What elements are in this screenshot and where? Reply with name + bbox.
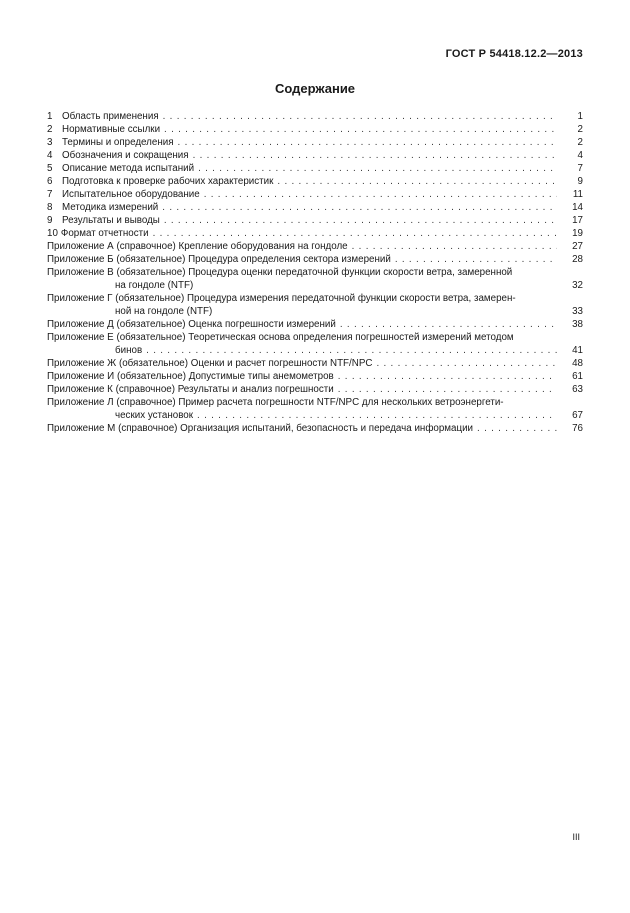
toc-entry[interactable] [47, 227, 583, 240]
table-of-contents [47, 110, 583, 435]
toc-leader-dots [338, 370, 557, 383]
toc-leader-dots [198, 162, 557, 175]
toc-entry-title: Формат отчетности [60, 228, 149, 239]
toc-leader-dots [395, 253, 557, 266]
toc-entry-page: 38 [572, 319, 583, 330]
toc-entry-title: Результаты и выводы [62, 215, 160, 226]
toc-entry-title: Приложение Г (обязательное) Процедура измерения передаточной функции скорости ветра, замерен- [47, 293, 516, 304]
toc-entry[interactable] [47, 188, 583, 201]
toc-entry-page: 14 [572, 202, 583, 213]
toc-entry-page: 27 [572, 241, 583, 252]
toc-entry-page: 19 [572, 228, 583, 239]
toc-entry-title-continued: на гондоле (NTF) [115, 280, 194, 291]
toc-leader-dots [163, 110, 557, 123]
toc-entry-title: Приложение Б (обязательное) Процедура определения сектора измерений [47, 254, 391, 265]
toc-entry-continuation [47, 409, 583, 422]
toc-entry-page: 2 [577, 124, 583, 135]
toc-leader-dots [193, 149, 557, 162]
toc-entry-title-continued: ной на гондоле (NTF) [115, 306, 213, 317]
toc-appendix-v[interactable] [47, 266, 583, 292]
toc-entry[interactable] [47, 136, 583, 149]
toc-entry-continuation [47, 305, 583, 318]
toc-entry-title: Приложение Е (обязательное) Теоретическая основа определения погрешностей измерений методом [47, 332, 514, 343]
toc-leader-dots [162, 201, 557, 214]
toc-entry-title: Обозначения и сокращения [62, 150, 189, 161]
toc-appendix-i[interactable] [47, 370, 583, 383]
toc-entry-title: Приложение М (справочное) Организация испытаний, безопасность и передача информации [47, 423, 474, 434]
toc-appendix-m[interactable] [47, 422, 583, 435]
toc-entry-number: 4 [47, 150, 53, 161]
toc-entry-continuation [47, 344, 583, 357]
toc-appendix-b[interactable] [47, 253, 583, 266]
toc-entry-page: 1 [577, 111, 583, 122]
toc-entry-title: Область применения [62, 111, 159, 122]
toc-entry-page: 41 [572, 345, 583, 356]
toc-leader-dots [340, 318, 557, 331]
toc-entry-page: 33 [572, 306, 583, 317]
page-number: III [572, 832, 580, 842]
toc-entry-number: 10 [47, 228, 58, 239]
toc-leader-dots [178, 136, 557, 149]
toc-entry[interactable] [47, 162, 583, 175]
toc-appendix-e[interactable] [47, 331, 583, 357]
toc-entry-title: Приложение Л (справочное) Пример расчета погрешности NTF/NPC для нескольких ветроэнергети- [47, 397, 504, 408]
toc-entry-number: 6 [47, 176, 53, 187]
toc-entry-title: Приложение В (обязательное) Процедура оценки передаточной функции скорости ветра, замеренной [47, 267, 513, 278]
toc-entry[interactable] [47, 201, 583, 214]
toc-entry-title: Подготовка к проверке рабочих характеристик [62, 176, 274, 187]
toc-entry-title-continued: ческих установок [115, 410, 194, 421]
toc-entry-page: 17 [572, 215, 583, 226]
toc-appendix-l[interactable] [47, 396, 583, 422]
toc-entry-page: 7 [577, 163, 583, 174]
toc-entry-number: 2 [47, 124, 53, 135]
toc-entry-page: 76 [572, 423, 583, 434]
toc-entry-number: 5 [47, 163, 53, 174]
toc-entry-page: 11 [572, 189, 583, 200]
toc-entry[interactable] [47, 110, 583, 123]
toc-entry-page: 2 [577, 137, 583, 148]
toc-entry-page: 4 [577, 150, 583, 161]
toc-entry-title: Описание метода испытаний [62, 163, 195, 174]
toc-leader-dots [338, 383, 557, 396]
toc-entry-page: 61 [572, 371, 583, 382]
toc-entry-page: 48 [572, 358, 583, 369]
toc-entry-title: Термины и определения [62, 137, 174, 148]
toc-entry[interactable] [47, 214, 583, 227]
toc-leader-dots [352, 240, 557, 253]
toc-entry-number: 3 [47, 137, 53, 148]
toc-entry-title: Приложение И (обязательное) Допустимые типы анемометров [47, 371, 334, 382]
toc-leader-dots [376, 357, 557, 370]
toc-leader-dots [197, 409, 557, 422]
toc-leader-dots [277, 175, 557, 188]
toc-appendix-g[interactable] [47, 292, 583, 318]
toc-title: Содержание [274, 81, 356, 96]
toc-leader-dots [164, 214, 557, 227]
toc-entry-number: 9 [47, 215, 53, 226]
toc-entry-title-continued: бинов [115, 345, 143, 356]
toc-appendix-a[interactable] [47, 240, 583, 253]
toc-entry-continuation [47, 279, 583, 292]
toc-entry-number: 1 [47, 111, 53, 122]
toc-entry-title: Нормативные ссылки [62, 124, 161, 135]
toc-leader-dots [153, 227, 557, 240]
toc-entry[interactable] [47, 123, 583, 136]
toc-entry-number: 8 [47, 202, 53, 213]
toc-entry-number: 7 [47, 189, 53, 200]
toc-entry-page: 28 [572, 254, 583, 265]
toc-entry-page: 32 [572, 280, 583, 291]
toc-entry[interactable] [47, 149, 583, 162]
toc-entry-title: Приложение К (справочное) Результаты и анализ погрешности [47, 384, 334, 395]
toc-leader-dots [477, 422, 557, 435]
toc-entry-title: Методика измерений [62, 202, 159, 213]
toc-entry-title: Приложение Д (обязательное) Оценка погрешности измерений [47, 319, 336, 330]
toc-leader-dots [204, 188, 557, 201]
toc-entry-title: Приложение А (справочное) Крепление оборудования на гондоле [47, 241, 348, 252]
toc-leader-dots [146, 344, 557, 357]
toc-entry-title: Испытательное оборудование [62, 189, 200, 200]
toc-appendix-k[interactable] [47, 383, 583, 396]
toc-entry[interactable] [47, 175, 583, 188]
toc-entry-title: Приложение Ж (обязательное) Оценки и расчет погрешности NTF/NPC [47, 358, 373, 369]
toc-appendix-zh[interactable] [47, 357, 583, 370]
toc-entry-page: 63 [572, 384, 583, 395]
toc-entry-page: 67 [572, 410, 583, 421]
document-code: ГОСТ Р 54418.12.2—2013 [445, 48, 583, 60]
toc-leader-dots [164, 123, 557, 136]
toc-entry-page: 9 [577, 176, 583, 187]
toc-appendix-d[interactable] [47, 318, 583, 331]
